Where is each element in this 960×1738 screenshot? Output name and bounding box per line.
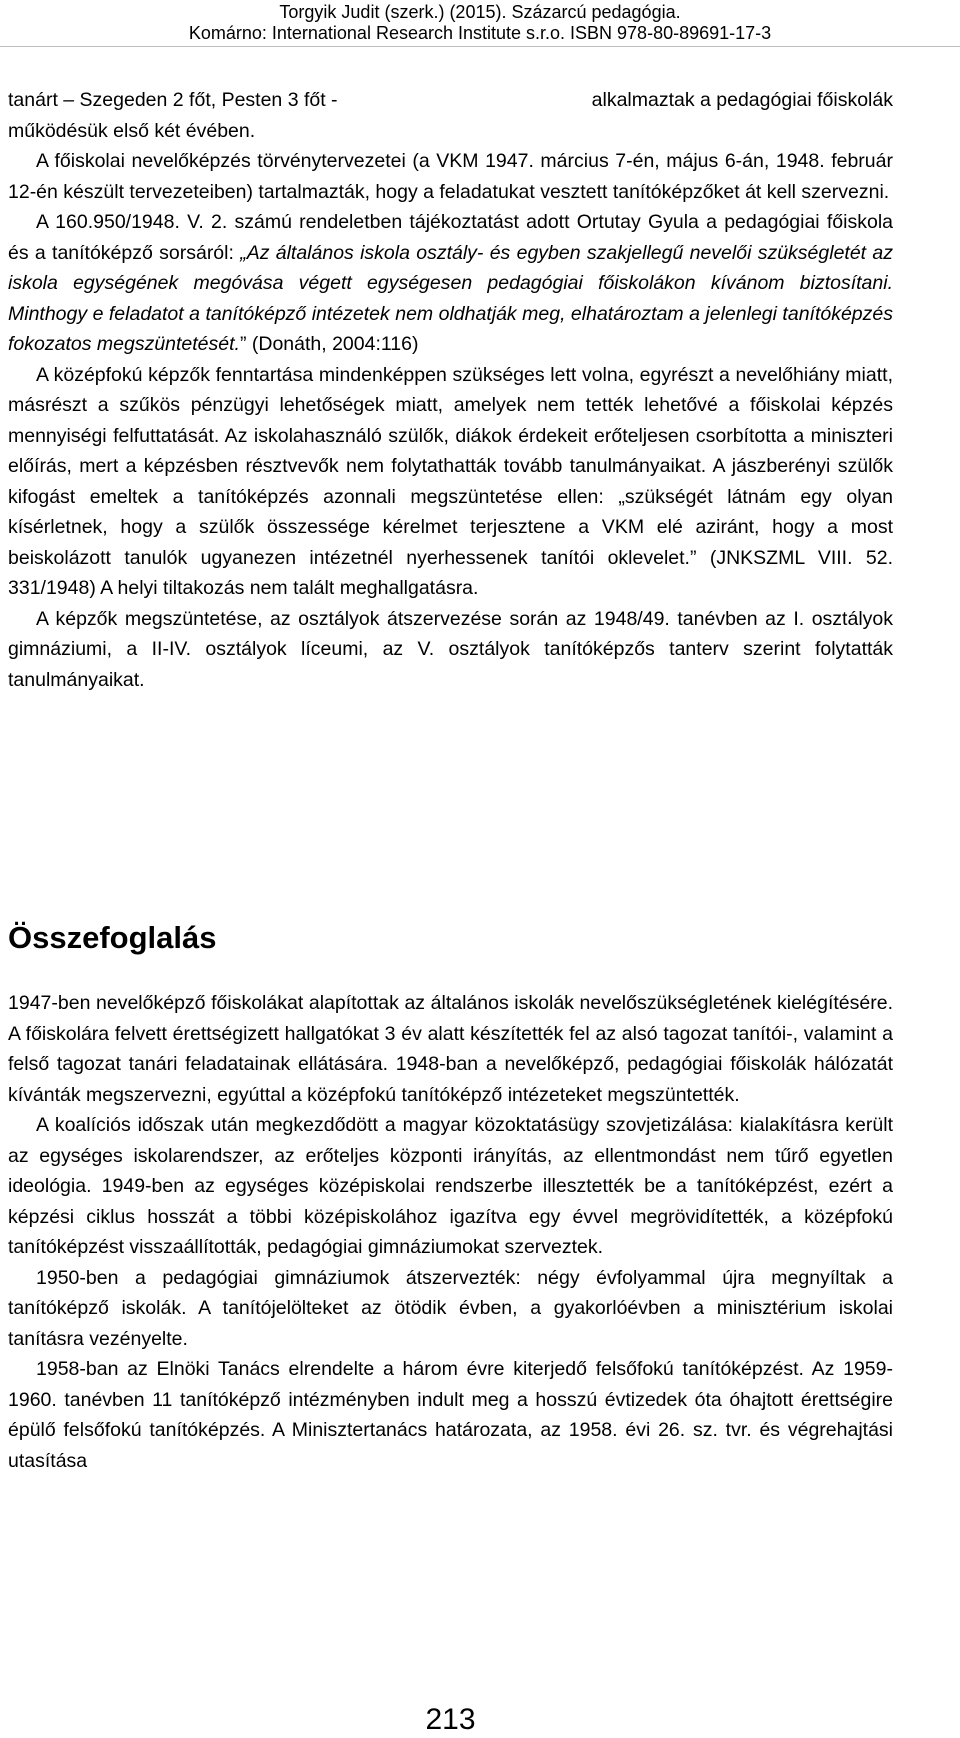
paragraph-decree bbox=[8, 207, 893, 360]
decree-quote: „Az általános iskola osztály- és egyben szakjellegű nevelői szükségletét az iskola egységének megóvása végett egységesen pedagógiai főiskolákon kívánom biztosítani. Minthogy e feladatot a tanítóképző intézetek nem oldhatják meg, elhatároztam a jelenlegi tanítóképzés fokozatos megszüntetését. bbox=[8, 241, 893, 355]
header-citation-line-2: Komárno: International Research Institute s.r.o. ISBN 978-80-89691-17-3 bbox=[188, 23, 772, 43]
section-2 bbox=[8, 988, 893, 1476]
page-number: 213 bbox=[425, 1703, 476, 1736]
first-line-right: alkalmaztak a pedagógiai főiskolák bbox=[591, 89, 893, 111]
decree-text: A 160.950/1948. V. 2. számú rendeletben tájékoztatást adott Ortutay Gyula a pedagógiai főiskola és a tanítóképző sorsáról: bbox=[8, 211, 893, 264]
page-body bbox=[8, 85, 893, 1736]
paragraph-secondary-training: A középfokú képzők fenntartása mindenképpen szükséges lett volna, egyrészt a nevelőhiány miatt, másrészt a szűkös pénzügyi lehetőségek miatt, amelyek nem tették lehetővé a főiskolai képzés mennyiségi felfuttatását. Az iskolahasználó szülők, diákok érdekeit erőteljesen csorbította a miniszteri előírás, mert a képzésben résztvevők nem folytathatták tovább tanulmányaikat. A jászberényi szülők kifogást emeltek a tanítóképzés azonnali megszüntetése ellen: „szükségét látnám egy olyan kísérletnek, hogy a szülők összessége kérelmet terjesztene a VKM elé aziránt, hogy a most beiskolázott tanulók ugyanezen intézetnél nyerhessenek tanítói oklevelet.” (JNKSZML VIII. 52. 331/1948) A helyi tiltakozás nem talált meghallgatásra. bbox=[8, 363, 893, 599]
summary-paragraph-1: 1947-ben nevelőképző főiskolákat alapítottak az általános iskolák nevelőszükségletének kielégítésére. A főiskolára felvett érettségizett hallgatókat 3 év alatt készítették fel az alsó tagozat tanítói-, valamint a felső tagozat tanári feladatainak ellátására. 1948-ban a nevelőképző, pedagógiai főiskolák hálózatát kívánták megszervezni, egyúttal a középfokú tanítóképző intézeteket megszüntették. bbox=[8, 992, 893, 1106]
paragraph-reorganization: A képzők megszüntetése, az osztályok átszervezése során az 1948/49. tanévben az I. osztályok gimnáziumi, a II-IV. osztályok líceumi, az V. osztályok tanítóképzős tanterv szerint folytatták tanulmányaikat. bbox=[8, 607, 893, 691]
first-line bbox=[8, 85, 893, 116]
decree-citation: ” (Donáth, 2004:116) bbox=[239, 333, 419, 355]
summary-paragraph-3: 1950-ben a pedagógiai gimnáziumok átszervezték: négy évfolyammal újra megnyíltak a tanítóképző iskolák. A tanítójelölteket az ötödik évben, a gyakorlóévben a minisztérium iskolai tanításra vezényelte. bbox=[8, 1266, 893, 1350]
section-1 bbox=[8, 85, 893, 695]
paragraph-draft-laws: A főiskolai nevelőképzés törvénytervezetei (a VKM 1947. március 7-én, május 6-án, 1948. február 12-én készült tervezeteiben) tartalmazták, hogy a feladatukat vesztett tanítóképzőket át kell szervezni. bbox=[8, 150, 893, 203]
first-line-left: tanárt – Szegeden 2 főt, Pesten 3 főt - bbox=[8, 89, 338, 111]
paragraph-continuation: működésük első két évében. bbox=[8, 119, 256, 142]
summary-paragraph-2: A koalíciós időszak után megkezdődött a magyar közoktatásügy szovjetizálása: kialakításra került az egységes iskolarendszer, az erőteljes központi irányítás, az ellentmondást nem tűrő egyetlen ideológia. 1949-ben az egységes középiskolai rendszerbe illesztették be a tanítóképzést, ezért a képzési ciklus hosszát a többi középiskolához igazítva egy évvel megrövidítették, a középfokú tanítóképzést visszaállították, pedagógiai gimnáziumokat szerveztek. bbox=[8, 1114, 893, 1258]
header-citation-line-1: Torgyik Judit (szerk.) (2015). Százarcú pedagógia. bbox=[279, 2, 681, 22]
section-heading: Összefoglalás bbox=[8, 920, 217, 955]
summary-paragraph-4: 1958-ban az Elnöki Tanács elrendelte a három évre kiterjedő felsőfokú tanítóképzést. Az 1959-1960. tanévben 11 tanítóképző intézményben indult meg a hosszú évtizedek óta óhajtott érettségire épülő felsőfokú tanítóképzés. A Minisztertanács határozata, az 1958. évi 26. sz. tvr. és végrehajtási utasítása bbox=[8, 1358, 893, 1472]
page-header bbox=[0, 0, 960, 47]
